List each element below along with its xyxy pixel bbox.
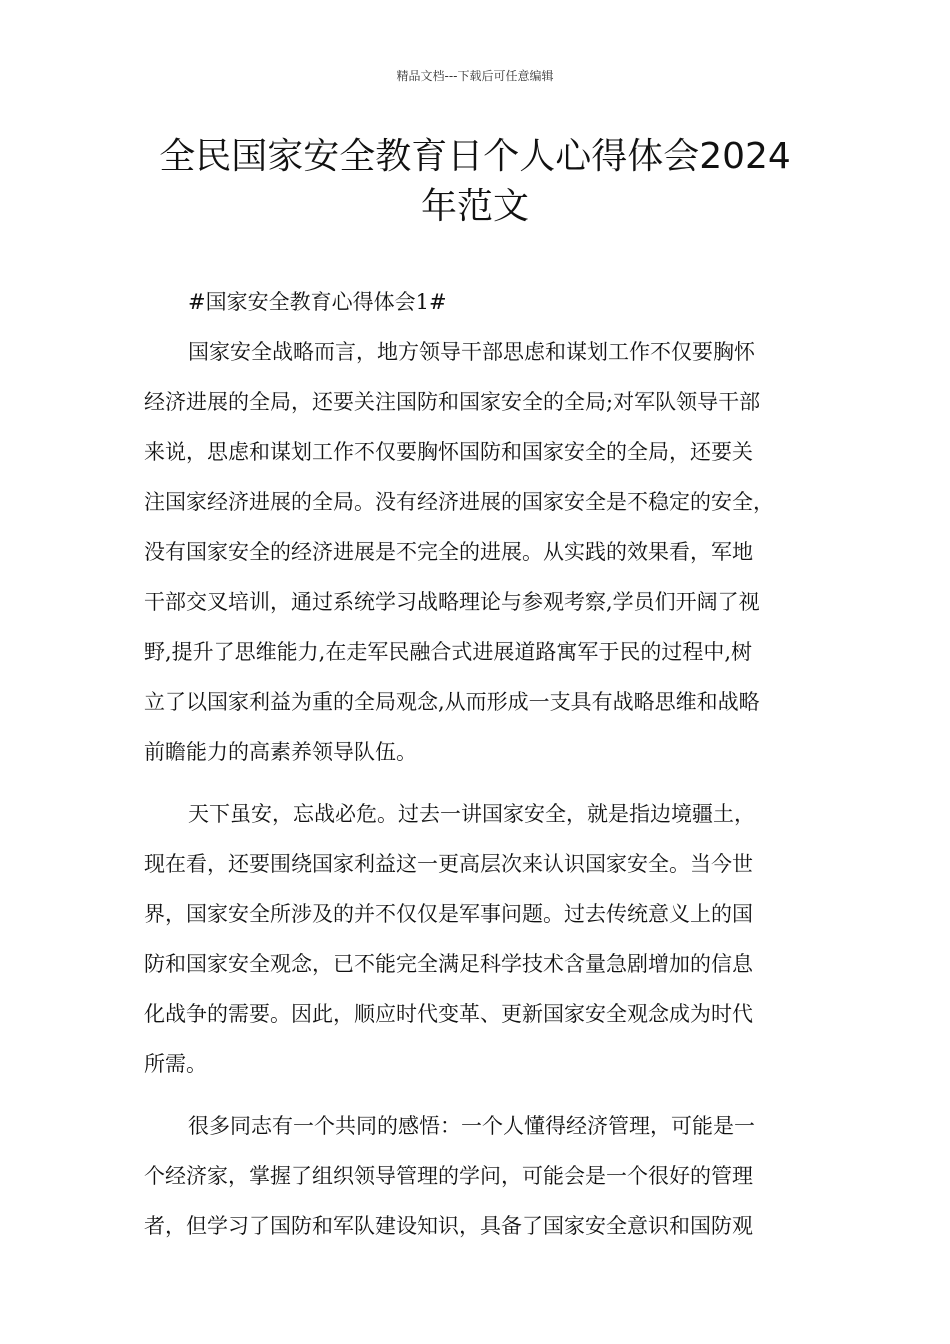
paragraph-line: 立了以国家利益为重的全局观念,从而形成一支具有战略思维和战略 (144, 690, 760, 714)
header-note: 精品文档---下载后可任意编辑 (396, 69, 554, 83)
section-subhead: #国家安全教育心得体会1# (188, 290, 447, 314)
document-title (130, 132, 820, 232)
paragraph-line: 天下虽安，忘战必危。过去一讲国家安全，就是指边境疆土， (188, 802, 755, 826)
paragraph (144, 1107, 816, 1257)
paragraph-line: 防和国家安全观念，已不能完全满足科学技术含量急剧增加的信息 (144, 952, 753, 976)
paragraph-line: 来说，思虑和谋划工作不仅要胸怀国防和国家安全的全局，还要关 (144, 440, 753, 464)
paragraph (144, 333, 816, 783)
paragraph-line: 个经济家，掌握了组织领导管理的学问，可能会是一个很好的管理 (144, 1164, 753, 1188)
paragraph-line: 注国家经济进展的全局。没有经济进展的国家安全是不稳定的安全， (144, 490, 774, 514)
paragraph-line: 前瞻能力的高素养领导队伍。 (144, 740, 417, 764)
title-line-1: 全民国家安全教育日个人心得体会2024 (159, 136, 791, 177)
document-body (144, 283, 816, 1269)
paragraph (144, 795, 816, 1095)
paragraph-list (144, 333, 816, 1257)
paragraph-line: 所需。 (144, 1052, 207, 1076)
paragraph-line: 经济进展的全局，还要关注国防和国家安全的全局;对军队领导干部 (144, 390, 761, 414)
paragraph-line: 现在看，还要围绕国家利益这一更高层次来认识国家安全。当今世 (144, 852, 753, 876)
paragraph-line: 者，但学习了国防和军队建设知识，具备了国家安全意识和国防观 (144, 1214, 753, 1238)
paragraph-line: 干部交叉培训，通过系统学习战略理论与参观考察,学员们开阔了视 (144, 590, 760, 614)
title-line-2: 年范文 (420, 186, 529, 227)
paragraph-line: 界，国家安全所涉及的并不仅仅是军事问题。过去传统意义上的国 (144, 902, 753, 926)
paragraph-line: 化战争的需要。因此，顺应时代变革、更新国家安全观念成为时代 (144, 1002, 753, 1026)
paragraph-line: 野,提升了思维能力,在走军民融合式进展道路寓军于民的过程中,树 (144, 640, 753, 664)
paragraph-line: 国家安全战略而言，地方领导干部思虑和谋划工作不仅要胸怀 (188, 340, 755, 364)
paragraph-line: 很多同志有一个共同的感悟：一个人懂得经济管理，可能是一 (188, 1114, 755, 1138)
paragraph-line: 没有国家安全的经济进展是不完全的进展。从实践的效果看，军地 (144, 540, 753, 564)
